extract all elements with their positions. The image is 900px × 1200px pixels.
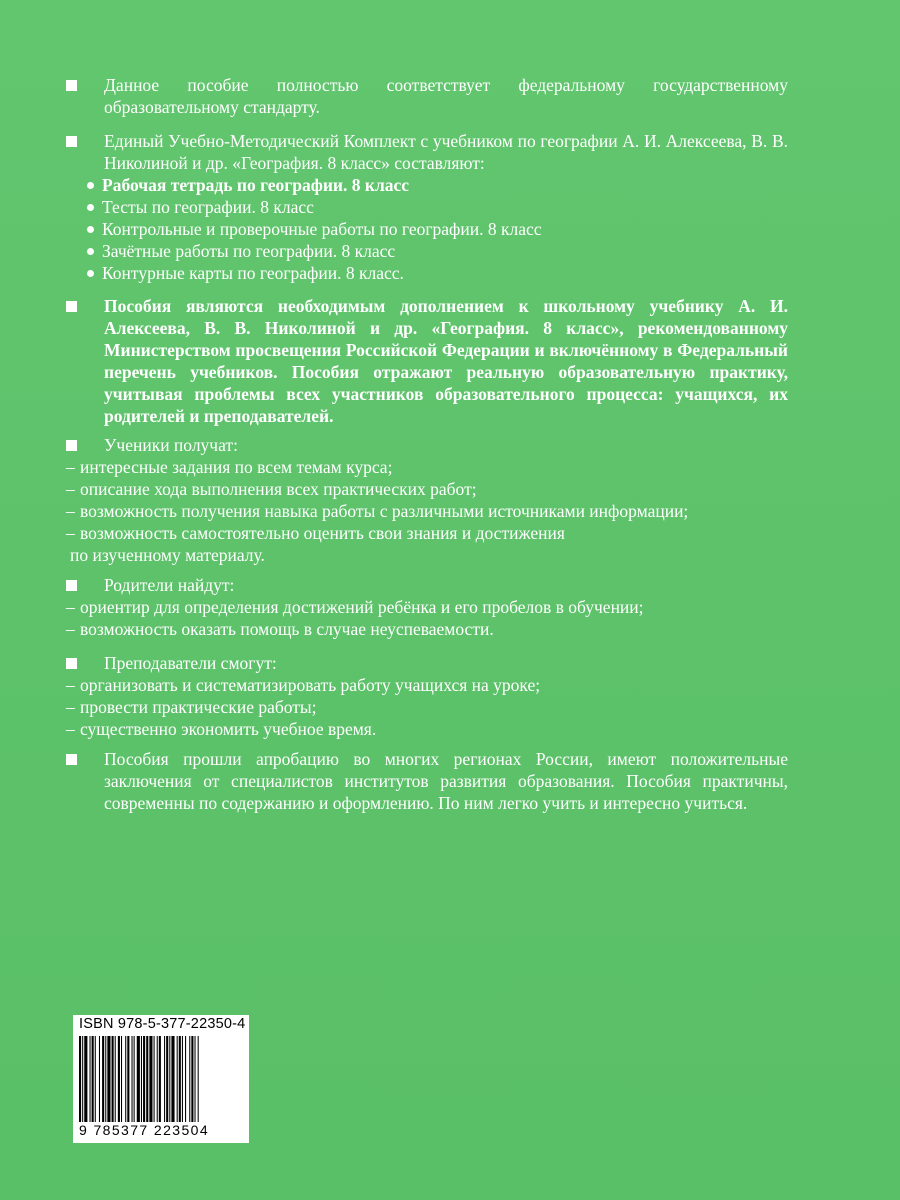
list-item: – ориентир для определения достижений ребёнка и его пробелов в обучении;	[66, 596, 788, 618]
list-item: – возможность получения навыка работы с различными источниками информации;	[66, 500, 788, 522]
students-list	[66, 456, 788, 544]
section-teachers	[66, 652, 788, 740]
section-supplement	[66, 295, 788, 427]
list-item: – возможность самостоятельно оценить свои знания и достижения	[66, 522, 788, 544]
students-heading: Ученики получат:	[104, 435, 238, 455]
square-bullet-icon	[66, 301, 77, 312]
list-item: – провести практические работы;	[66, 696, 788, 718]
umk-list	[86, 174, 788, 284]
parents-list	[66, 596, 788, 640]
square-bullet-icon	[66, 754, 77, 765]
square-bullet-icon	[66, 80, 77, 91]
list-item: – интересные задания по всем темам курса;	[66, 456, 788, 478]
barcode-image	[79, 1036, 243, 1130]
isbn-label: ISBN 978-5-377-22350-4	[79, 1016, 246, 1032]
section-standard	[66, 74, 788, 118]
list-item: – организовать и систематизировать работу учащихся на уроке;	[66, 674, 788, 696]
standard-text: Данное пособие полностью соответствует федеральному государственному образовательному стандарту.	[104, 75, 788, 117]
teachers-heading: Преподаватели смогут:	[104, 653, 277, 673]
square-bullet-icon	[66, 136, 77, 147]
list-item: Контрольные и проверочные работы по географии. 8 класс	[86, 218, 788, 240]
list-item: Рабочая тетрадь по географии. 8 класс	[86, 174, 788, 196]
list-item: – возможность оказать помощь в случае неуспеваемости.	[66, 618, 788, 640]
square-bullet-icon	[66, 440, 77, 451]
isbn-barcode-box	[73, 1015, 249, 1143]
section-umk	[66, 130, 788, 284]
students-continuation: по изученному материалу.	[70, 545, 265, 565]
section-approbation	[66, 748, 788, 814]
barcode-digits: 9 785377 223504	[79, 1122, 209, 1138]
list-item: Тесты по географии. 8 класс	[86, 196, 788, 218]
list-item: – описание хода выполнения всех практических работ;	[66, 478, 788, 500]
parents-heading: Родители найдут:	[104, 575, 235, 595]
approbation-text: Пособия прошли апробацию во многих регионах России, имеют положительные заключения от специалистов институтов развития образования. Пособия практичны, современны по содержанию и оформлению. По ним легко учить и интересно учиться.	[104, 749, 788, 813]
square-bullet-icon	[66, 658, 77, 669]
list-item: Контурные карты по географии. 8 класс.	[86, 262, 788, 284]
section-students	[66, 434, 788, 566]
supplement-text: Пособия являются необходимым дополнением к школьному учебнику А. И. Алексеева, В. В. Николиной и др. «География. 8 класс», рекомендованному Министерством просвещения Российской Федерации и включённому в Федеральный перечень учебников. Пособия отражают реальную образовательную практику, учитывая проблемы всех участников образовательного процесса: учащихся, их родителей и преподавателей.	[104, 296, 788, 426]
list-item: – существенно экономить учебное время.	[66, 718, 788, 740]
square-bullet-icon	[66, 580, 77, 591]
list-item: Зачётные работы по географии. 8 класс	[86, 240, 788, 262]
section-parents	[66, 574, 788, 640]
teachers-list	[66, 674, 788, 740]
umk-intro: Единый Учебно-Методический Комплект с учебником по географии А. И. Алексеева, В. В. Николиной и др. «География. 8 класс» составляют:	[104, 131, 788, 173]
